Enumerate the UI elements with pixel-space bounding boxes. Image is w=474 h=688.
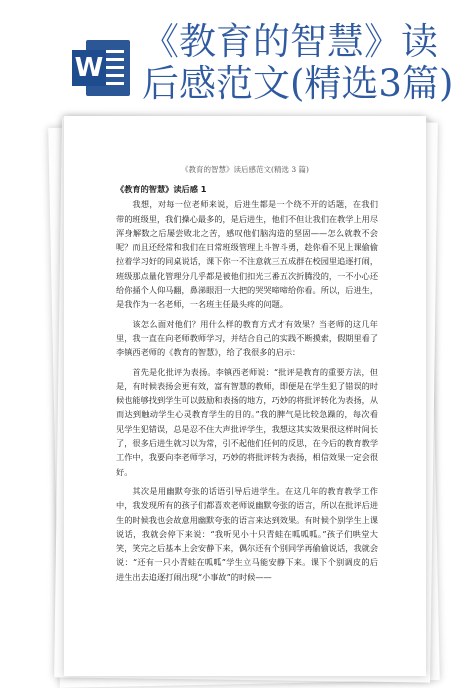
- document-preview: [58, 116, 430, 669]
- paragraph: 我想，对每一位老师来说，后进生都是一个绕不开的话题，在我们带的班级里，我们操心最多的，是后进生，他们不但让我们在教学上用尽浑身解数之后屡尝败北之苦，感叹他们脑沟造的坚固——怎么就教不会呢？而且还经常和我们在日常班级管理上斗智斗勇，趁你看不见上课偷偷拉着学习好的同桌说话，课下你一不注意就三五成群在校园里追逐打闹，班级那点量化管理分几乎都是被他们扣光三番五次折腾没的，一不小心还给你捅个人仰马翻，鼻涕眼泪一大把的哭哭啼啼给你看。所以，后进生，是我作为一名老师，一名班主任最头疼的问题。: [116, 199, 379, 310]
- paragraph: 该怎么面对他们？用什么样的教育方式才有效果？当老师的这几年里，我一直在向老师教师学习，并结合自己的实践不断摸索，假期里看了李镇西老师的《教育的智慧》，给了我很多的启示：: [116, 318, 379, 358]
- document-body: [116, 182, 378, 584]
- document-page: [64, 116, 426, 676]
- word-icon: [72, 40, 130, 96]
- page-title-line-1: 《教育的智慧》读: [142, 20, 438, 63]
- page-title-line-2: 后感范文(精选3篇): [142, 62, 454, 105]
- paragraph: 首先是化批评为表扬。李镇西老师说：“批评是教育的重要方法，但是，有时候表扬会更有效，富有智慧的教师，即便是在学生犯了错误的时候也能够找到学生可以鼓励和表扬的地方，巧妙的将批评转化为表扬，从而达到触动学生心灵教育学生的目的。”我的脾气是比较急躁的，每次看见学生犯错误，总是忍不住大声批评学生，我想这其实效果很这样时间长了，很多后进生就习以为常，引不起他们任何的反思，在今后的教育教学工作中，我要向李老师学习，巧妙的将批评转为表扬，相信效果一定会很好。: [116, 366, 379, 477]
- paragraph: 其次是用幽默夸张的话语引导后进学生。在这几年的教育教学工作中，我发现所有的孩子们都喜欢老师说幽默夸张的语言，所以在批评后进生的时候我也会故意用幽默夸张的语言来达到效果。有时候个别学生上课说话，我就会停下来说：“我听见小十只青蛙在呱呱呱。”孩子们哄堂大笑，笑完之后基本上会安静下来，偶尔还有个别同学再偷偷说话，我就会说：“还有一只小青蛙在呱呱”学生立马能安静下来。课下个别调皮的后进生出去追逐打闹出现“小事故”的时候——: [116, 485, 379, 582]
- section-subtitle: 《教育的智慧》读后感 1: [116, 184, 207, 194]
- word-letter-badge: W: [72, 50, 106, 86]
- running-head: 《教育的智慧》读后感范文(精选 3 篇): [181, 165, 309, 174]
- header-banner: [0, 0, 474, 128]
